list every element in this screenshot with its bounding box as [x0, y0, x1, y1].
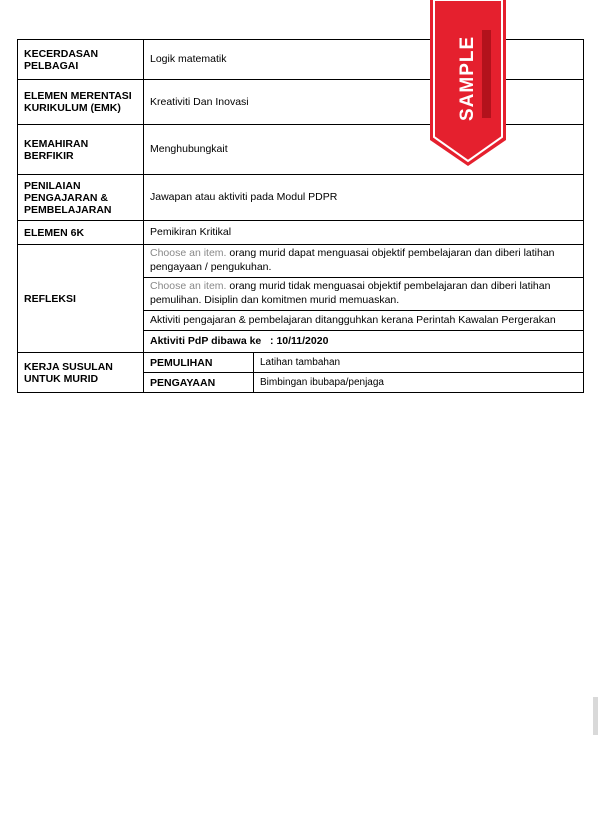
dibawa-date: : 10/11/2020: [270, 335, 329, 347]
dibawa-ke-line: [144, 331, 583, 352]
pengayaan-label: PENGAYAAN: [144, 373, 254, 393]
label-kecerdasan: KECERDASAN PELBAGAI: [18, 40, 144, 80]
kerja-susulan-content: [144, 353, 584, 393]
label-penilaian: PENILAIAN PENGAJARAN & PEMBELAJARAN: [18, 175, 144, 221]
value-elemen6k: Pemikiran Kritikal: [144, 221, 584, 245]
pemulihan-label: PEMULIHAN: [144, 353, 254, 373]
refleksi-text-1: orang murid dapat menguasai objektif pembelajaran dan diberi latihan pengayaan / pengukuhan.: [150, 247, 555, 273]
label-emk: ELEMEN MERENTASI KURIKULUM (EMK): [18, 80, 144, 125]
pengayaan-row: [144, 373, 583, 393]
kerja-susulan-table: [144, 353, 583, 392]
ribbon-stripe: [482, 30, 491, 118]
row-kerja-susulan: [18, 353, 584, 393]
pemulihan-row: [144, 353, 583, 373]
value-kemahiran: Menghubungkait: [144, 125, 584, 175]
refleksi-tidak-menguasai: [144, 278, 583, 311]
value-kecerdasan: Logik matematik: [144, 40, 584, 80]
label-kemahiran: KEMAHIRAN BERFIKIR: [18, 125, 144, 175]
choose-item-dropdown-2[interactable]: Choose an item.: [150, 280, 227, 292]
pemulihan-value: Latihan tambahan: [254, 353, 584, 373]
label-refleksi: REFLEKSI: [18, 245, 144, 353]
pengayaan-value: Bimbingan ibubapa/penjaga: [260, 377, 384, 388]
watermark-text: SAMPLE: [457, 35, 478, 121]
refleksi-content: [144, 245, 584, 353]
refleksi-text-2: orang murid tidak menguasai objektif pembelajaran dan diberi latihan pemulihan. Disiplin dan komitmen murid memuaskan.: [150, 280, 551, 306]
row-refleksi: [18, 245, 584, 353]
refleksi-note: Aktiviti pengajaran & pembelajaran ditangguhkan kerana Perintah Kawalan Pergerakan: [144, 311, 583, 331]
scrollbar-thumb[interactable]: [593, 697, 598, 735]
row-elemen6k: [18, 221, 584, 245]
value-penilaian: Jawapan atau aktiviti pada Modul PDPR: [144, 175, 584, 221]
refleksi-menguasai: [144, 245, 583, 278]
label-elemen6k: ELEMEN 6K: [18, 221, 144, 245]
label-kerja-susulan: KERJA SUSULAN UNTUK MURID: [18, 353, 144, 393]
value-emk: Kreativiti Dan Inovasi: [144, 80, 584, 125]
row-penilaian: [18, 175, 584, 221]
choose-item-dropdown-1[interactable]: Choose an item.: [150, 247, 227, 259]
dibawa-label: Aktiviti PdP dibawa ke: [150, 335, 262, 347]
